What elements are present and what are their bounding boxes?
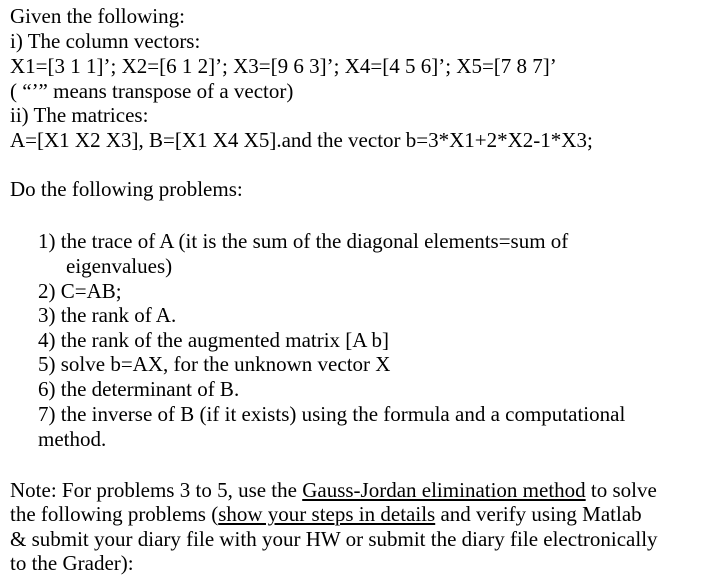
problems-heading: Do the following problems: [10,177,243,201]
problem-item-1: 1) the trace of A (it is the sum of the diagonal elements=sum of [38,229,569,253]
note-line-4: to the Grader): [10,551,134,575]
problem-item-3: 3) the rank of A. [38,303,177,327]
show-steps-underlined-text: show your steps in details [218,502,436,526]
matrices-definition: A=[X1 X2 X3], B=[X1 X4 X5].and the vector b=3*X1+2*X2-1*X3; [10,128,593,152]
problem-item-4: 4) the rank of the augmented matrix [A b] [38,328,390,352]
note-text: to solve [585,478,657,502]
note-text: the following problems ( [10,502,219,526]
problem-item-2: 2) C=AB; [38,279,122,303]
problem-item-7: 7) the inverse of B (if it exists) using the formula and a computational [38,402,626,426]
given-heading: Given the following: [10,4,185,28]
problem-item-6: 6) the determinant of B. [38,377,240,401]
note-line-3: & submit your diary file with your HW or submit the diary file electronically [10,527,658,551]
gauss-jordan-link-text: Gauss-Jordan elimination method [302,478,586,502]
matrices-heading: ii) The matrices: [10,103,149,127]
vectors-definition: X1=[3 1 1]’; X2=[6 1 2]’; X3=[9 6 3]’; X4=[4 5 6]’; X5=[7 8 7]’ [10,54,557,78]
transpose-note: ( “’” means transpose of a vector) [10,79,294,103]
note-line-2 [10,502,642,527]
problem-item-1-continued: eigenvalues) [66,254,173,278]
note-text: and verify using Matlab [435,502,642,526]
problem-item-5: 5) solve b=AX, for the unknown vector X [38,352,391,376]
column-vectors-heading: i) The column vectors: [10,29,201,53]
note-line-1 [10,478,657,503]
problem-item-7-continued: method. [38,427,107,451]
note-text: Note: For problems 3 to 5, use the [10,478,303,502]
